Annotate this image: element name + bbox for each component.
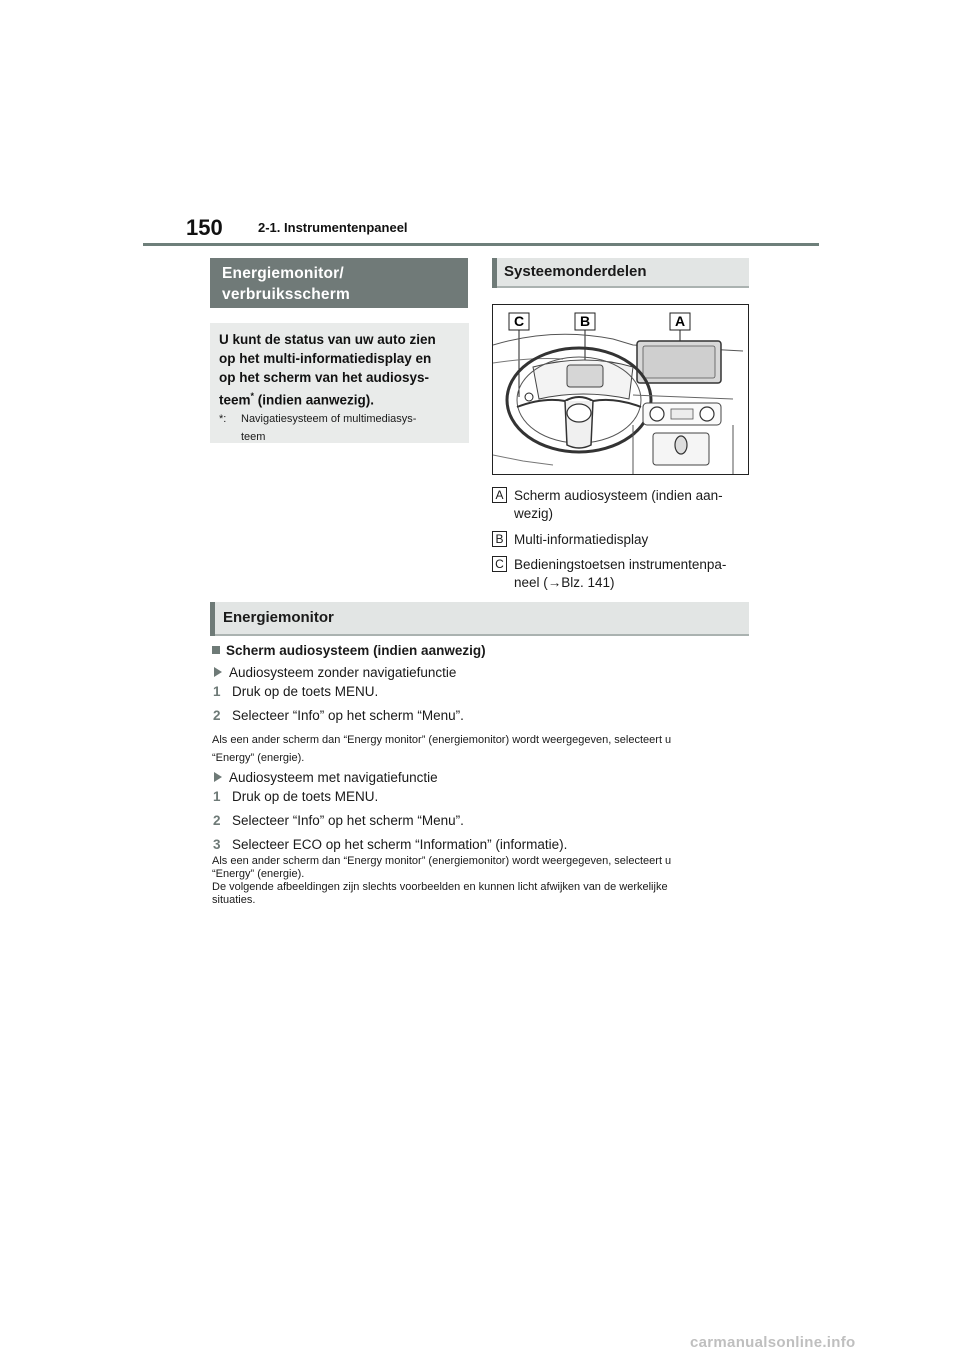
subheading: Scherm audiosysteem (indien aanwezig) xyxy=(212,642,486,660)
label-a: A xyxy=(674,313,686,329)
header-rule xyxy=(143,243,819,246)
system-components-banner: Systeemonderdelen xyxy=(492,258,749,288)
dashboard-drawing xyxy=(493,305,748,474)
legend-text-a-2: wezig) xyxy=(514,506,554,521)
info-line-1: U kunt de status van uw auto zien xyxy=(219,332,436,347)
nav-step-1: 1 Druk op de toets MENU. xyxy=(213,789,379,804)
nav-step-3: 3 Selecteer ECO op het scherm “Information” (informatie). xyxy=(213,837,568,852)
footnote-cont xyxy=(219,428,461,446)
label-c: C xyxy=(513,313,525,329)
info-box xyxy=(210,323,469,443)
legend-letter-c: C xyxy=(492,556,507,572)
step-2: 2 Selecteer “Info” op het scherm “Menu”. xyxy=(213,708,464,723)
page-number: 150 xyxy=(186,215,223,240)
footnote-line-1: Navigatiesysteem of multimediasys- xyxy=(241,412,417,425)
info-line-4: teem* (indien aanwezig). xyxy=(219,391,375,408)
note-1: Als een ander scherm dan “Energy monitor” (energiemonitor) wordt weergegeven, selecteert u “Energy” (energie). xyxy=(212,734,672,764)
legend-text-c-2: neel (→Blz. 141) xyxy=(514,575,615,590)
info-line-2: op het multi-informatiedisplay en xyxy=(219,351,432,366)
square-bullet-icon xyxy=(212,646,220,654)
legend-text-a-1: Scherm audiosysteem (indien aan- xyxy=(514,488,723,503)
variant-no-navigation: Audiosysteem zonder navigatiefunctie xyxy=(214,664,456,682)
legend-letter-b: B xyxy=(492,531,507,547)
label-b: B xyxy=(579,313,591,329)
arrow-bullet-icon xyxy=(214,667,222,677)
section-header: 2-1. Instrumentenpaneel xyxy=(258,220,408,235)
variant-navigation: Audiosysteem met navigatiefunctie xyxy=(214,769,438,787)
control-buttons xyxy=(525,393,533,401)
footnote-marker: * xyxy=(250,391,255,401)
energy-consumption-banner xyxy=(210,258,468,308)
legend-letter-a: A xyxy=(492,487,507,503)
footnote xyxy=(219,410,461,428)
legend-text-c-1: Bedieningstoetsen instrumentenpa- xyxy=(514,557,727,572)
banner-line-1: Energiemonitor/ xyxy=(222,265,344,282)
step-1: 1 Druk op de toets MENU. xyxy=(213,684,379,699)
legend-text-b-1: Multi-informatiedisplay xyxy=(514,532,649,547)
footnote-mark: *: xyxy=(219,412,227,425)
footnote-line-2: teem xyxy=(241,430,266,443)
info-line-3: op het scherm van het audiosys- xyxy=(219,370,430,385)
info-text xyxy=(219,330,461,410)
note-2: Als een ander scherm dan “Energy monitor” (energiemonitor) wordt weergegeven, selecteert u “Energy” (energie). De volgende afbeeldingen zijn slechts voorbeelden en kunnen licht afwijken van de werkelijke situaties. xyxy=(212,855,672,906)
banner-line-2: verbruiksscherm xyxy=(222,286,350,303)
energy-monitor-banner: Energiemonitor xyxy=(210,602,749,636)
watermark: carmanualsonline.info xyxy=(690,1334,856,1351)
dashboard-illustration xyxy=(492,304,749,475)
arrow-bullet-icon xyxy=(214,772,222,782)
nav-step-2: 2 Selecteer “Info” op het scherm “Menu”. xyxy=(213,813,464,828)
